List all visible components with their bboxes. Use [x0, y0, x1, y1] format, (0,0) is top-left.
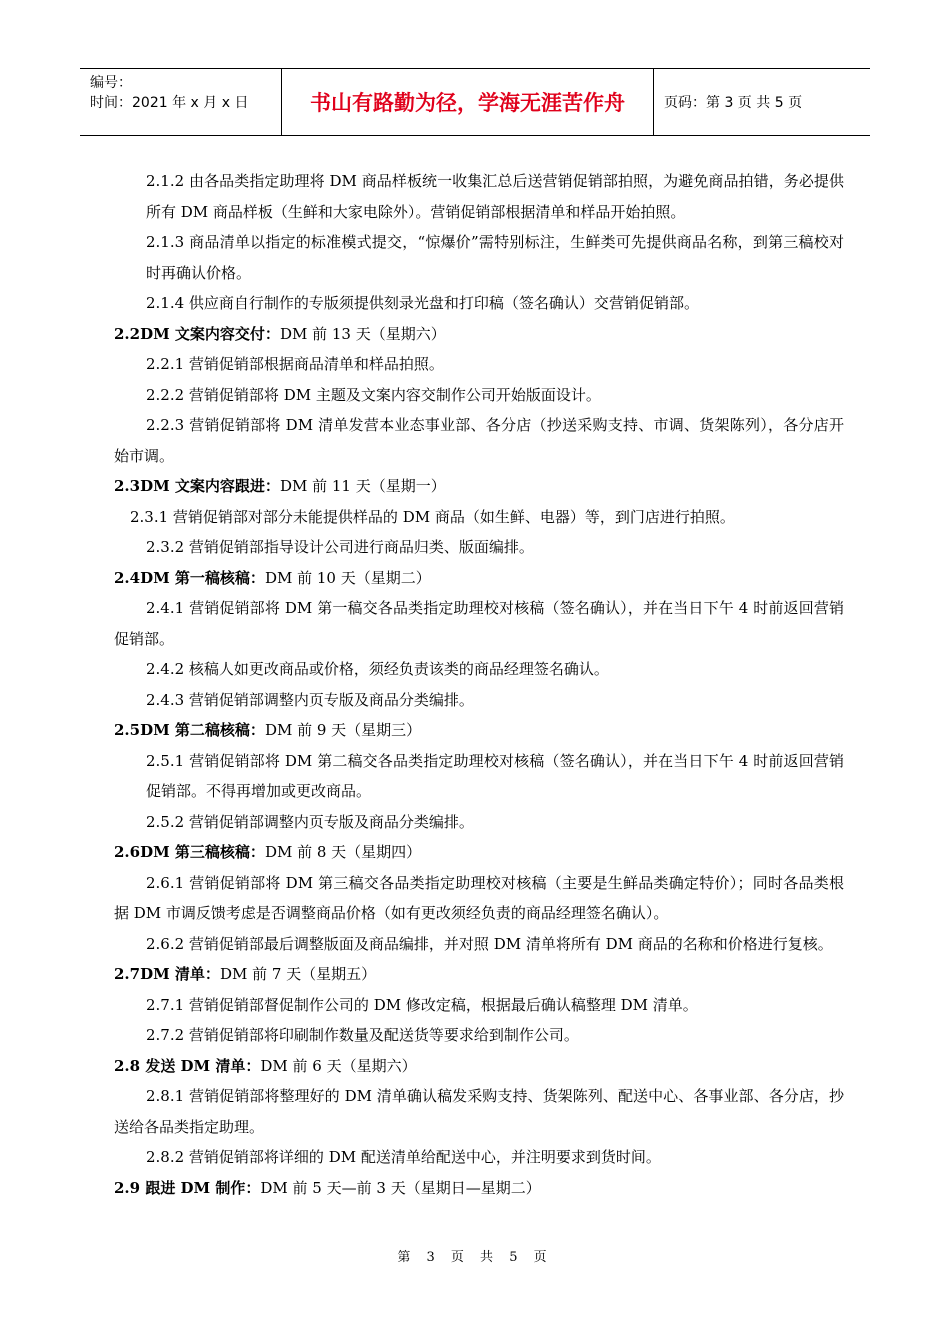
- section-heading-2-7: 2.7DM 清单：DM 前 7 天（星期五）: [114, 965, 377, 983]
- section-heading-2-3: 2.3DM 文案内容跟进：DM 前 11 天（星期一）: [114, 477, 446, 495]
- page-footer: [0, 1246, 950, 1265]
- section-heading-2-4: 2.4DM 第一稿核稿：DM 前 10 天（星期二）: [114, 568, 431, 587]
- paragraph-2-5-1: 2.5.1 营销促销部将 DM 第二稿交各品类指定助理校对核稿（签名确认），并在当日下午 4 时前返回营销促销部。不得再增加或更改商品。: [146, 751, 844, 800]
- paragraph-2-2-1: 2.2.1 营销促销部根据商品清单和样品拍照。: [146, 355, 444, 373]
- paragraph-2-1-4: 2.1.4 供应商自行制作的专版须提供刻录光盘和打印稿（签名确认）交营销促销部。: [146, 294, 699, 312]
- paragraph-2-4-1: 2.4.1 营销促销部将 DM 第一稿交各品类指定助理校对核稿（签名确认），并在当日下午 4 时前返回营销促销部。: [114, 599, 844, 648]
- paragraph-2-6-1: 2.6.1 营销促销部将 DM 第三稿交各品类指定助理校对核稿（主要是生鲜品类确定特价）；同时各品类根据 DM 市调反馈考虑是否调整商品价格（如有更改须经负责的商品经理签名确认）。: [114, 873, 844, 922]
- paragraph-2-7-1: 2.7.1 营销促销部督促制作公司的 DM 修改定稿，根据最后确认稿整理 DM 清单。: [146, 995, 698, 1014]
- document-number: 编号：: [90, 75, 132, 91]
- paragraph-2-4-3: 2.4.3 营销促销部调整内页专版及商品分类编排。: [146, 690, 474, 709]
- document-date: 时间：2021 年 x 月 x 日: [90, 95, 249, 111]
- section-heading-2-8: 2.8 发送 DM 清单：DM 前 6 天（星期六）: [114, 1056, 417, 1075]
- page-header: [80, 68, 870, 136]
- paragraph-2-5-2: 2.5.2 营销促销部调整内页专版及商品分类编排。: [146, 812, 474, 831]
- section-heading-2-9: 2.9 跟进 DM 制作：DM 前 5 天—前 3 天（星期日—星期二）: [114, 1178, 541, 1197]
- paragraph-2-8-2: 2.8.2 营销促销部将详细的 DM 配送清单给配送中心，并注明要求到货时间。: [146, 1148, 661, 1166]
- section-heading-2-6: 2.6DM 第三稿核稿：DM 前 8 天（星期四）: [114, 843, 422, 861]
- paragraph-2-2-2: 2.2.2 营销促销部将 DM 主题及文案内容交制作公司开始版面设计。: [146, 385, 601, 404]
- paragraph-2-6-2: 2.6.2 营销促销部最后调整版面及商品编排，并对照 DM 清单将所有 DM 商品的名称和价格进行复核。: [146, 934, 833, 953]
- paragraph-2-1-2: 2.1.2 由各品类指定助理将 DM 商品样板统一收集汇总后送营销促销部拍照，为避免商品拍错，务必提供所有 DM 商品样板（生鲜和大家电除外）。营销促销部根据清单和样品开始拍照。: [146, 172, 844, 221]
- paragraph-2-3-1: 2.3.1 营销促销部对部分未能提供样品的 DM 商品（如生鲜、电器）等，到门店进行拍照。: [130, 507, 735, 526]
- section-heading-2-5: 2.5DM 第二稿核稿：DM 前 9 天（星期三）: [114, 721, 422, 739]
- header-meta: [80, 69, 282, 135]
- header-page-number: 页码：第 3 页 共 5 页: [664, 95, 803, 111]
- paragraph-2-7-2: 2.7.2 营销促销部将印刷制作数量及配送货等要求给到制作公司。: [146, 1026, 579, 1044]
- paragraph-2-1-3: 2.1.3 商品清单以指定的标准模式提交，“惊爆价”需特别标注，生鲜类可先提供商品名称，到第三稿校对时再确认价格。: [146, 233, 844, 282]
- paragraph-2-4-2: 2.4.2 核稿人如更改商品或价格，须经负责该类的商品经理签名确认。: [146, 660, 609, 678]
- document-body: [114, 166, 844, 1203]
- section-heading-2-2: 2.2DM 文案内容交付：DM 前 13 天（星期六）: [114, 324, 446, 343]
- paragraph-2-8-1: 2.8.1 营销促销部将整理好的 DM 清单确认稿发采购支持、货架陈列、配送中心、各事业部、各分店，抄送给各品类指定助理。: [114, 1087, 844, 1136]
- paragraph-2-2-3: 2.2.3 营销促销部将 DM 清单发营本业态事业部、各分店（抄送采购支持、市调、货架陈列），各分店开始市调。: [114, 416, 844, 465]
- footer-page-number: 第 3 页 共 5 页: [397, 1250, 553, 1265]
- paragraph-2-3-2: 2.3.2 营销促销部指导设计公司进行商品归类、版面编排。: [146, 538, 534, 556]
- header-motto: 书山有路勤为径，学海无涯苦作舟: [282, 69, 654, 135]
